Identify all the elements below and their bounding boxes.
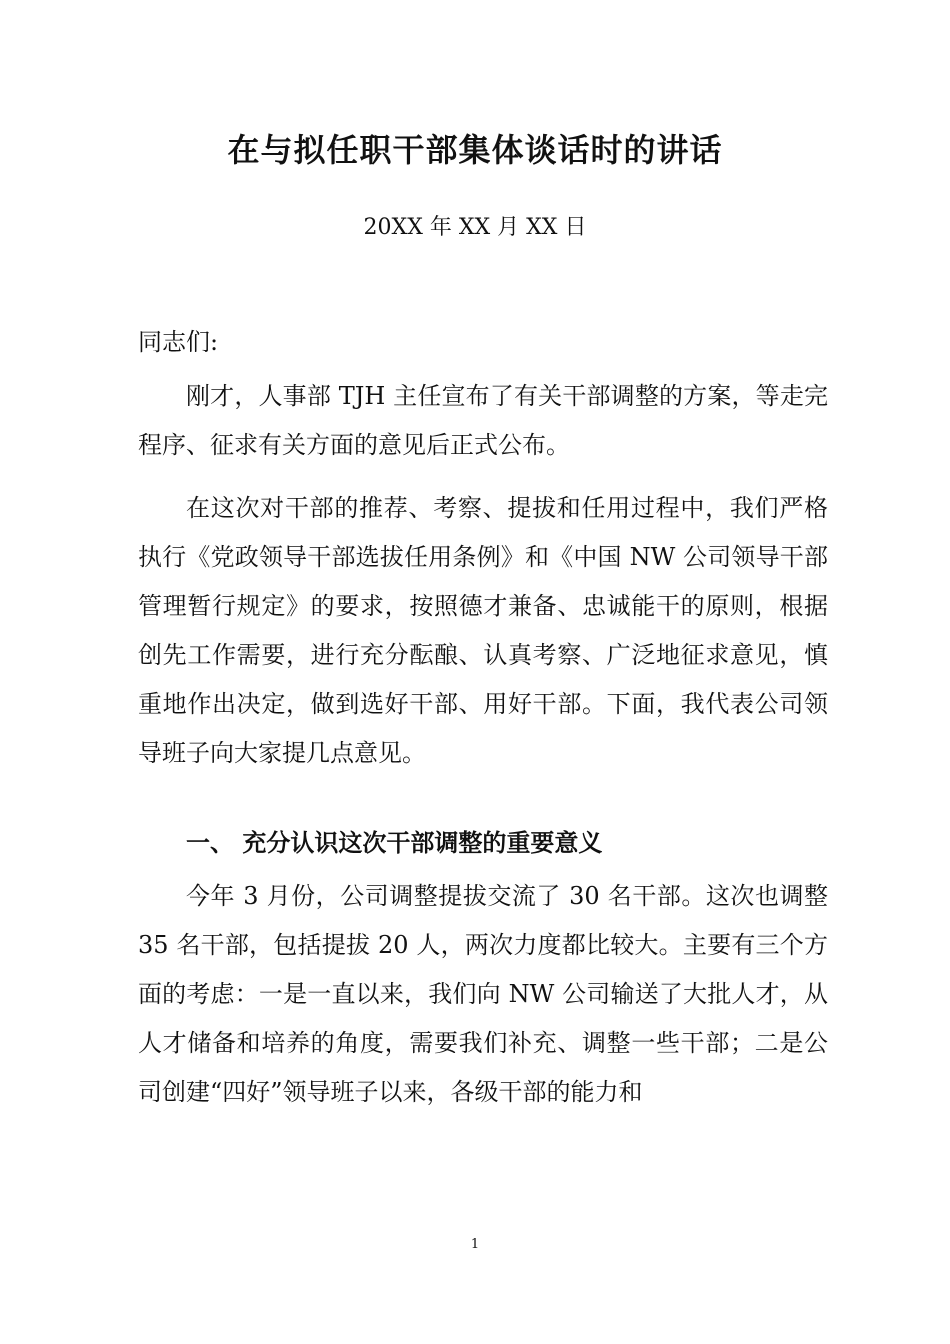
section-paragraph: 今年 3 月份，公司调整提拔交流了 30 名干部。这次也调整 35 名干部，包括提拔 20 人，两次力度都比较大。主要有三个方面的考虑：一是一直以来，我们向 NW 公司输送了大批人才，从人才储备和培养的角度，需要我们补充、调整一些干部；二是公司创建“四好”领导班子以来，各级干部的能力和 — [138, 882, 828, 1106]
salutation: 同志们: — [138, 328, 219, 356]
page-number: 1 — [470, 1237, 480, 1252]
paragraph-2: 在这次对干部的推荐、考察、提拔和任用过程中，我们严格执行《党政领导干部选拔任用条例》和《中国 NW 公司领导干部管理暂行规定》的要求，按照德才兼备、忠诚能干的原则，根据创先工作需要，进行充分酝酿、认真考察、广泛地征求意见，慎重地作出决定，做到选好干部、用好干部。下面，我代表公司领导班子向大家提几点意见。 — [138, 494, 828, 767]
document-date: 20XX 年 XX 月 XX 日 — [363, 215, 587, 240]
paragraph-1: 刚才，人事部 TJH 主任宣布了有关干部调整的方案，等走完程序、征求有关方面的意见后正式公布。 — [138, 382, 828, 459]
document-title: 在与拟任职干部集体谈话时的讲话 — [227, 131, 723, 169]
section-heading: 一、 充分认识这次干部调整的重要意义 — [186, 828, 603, 857]
